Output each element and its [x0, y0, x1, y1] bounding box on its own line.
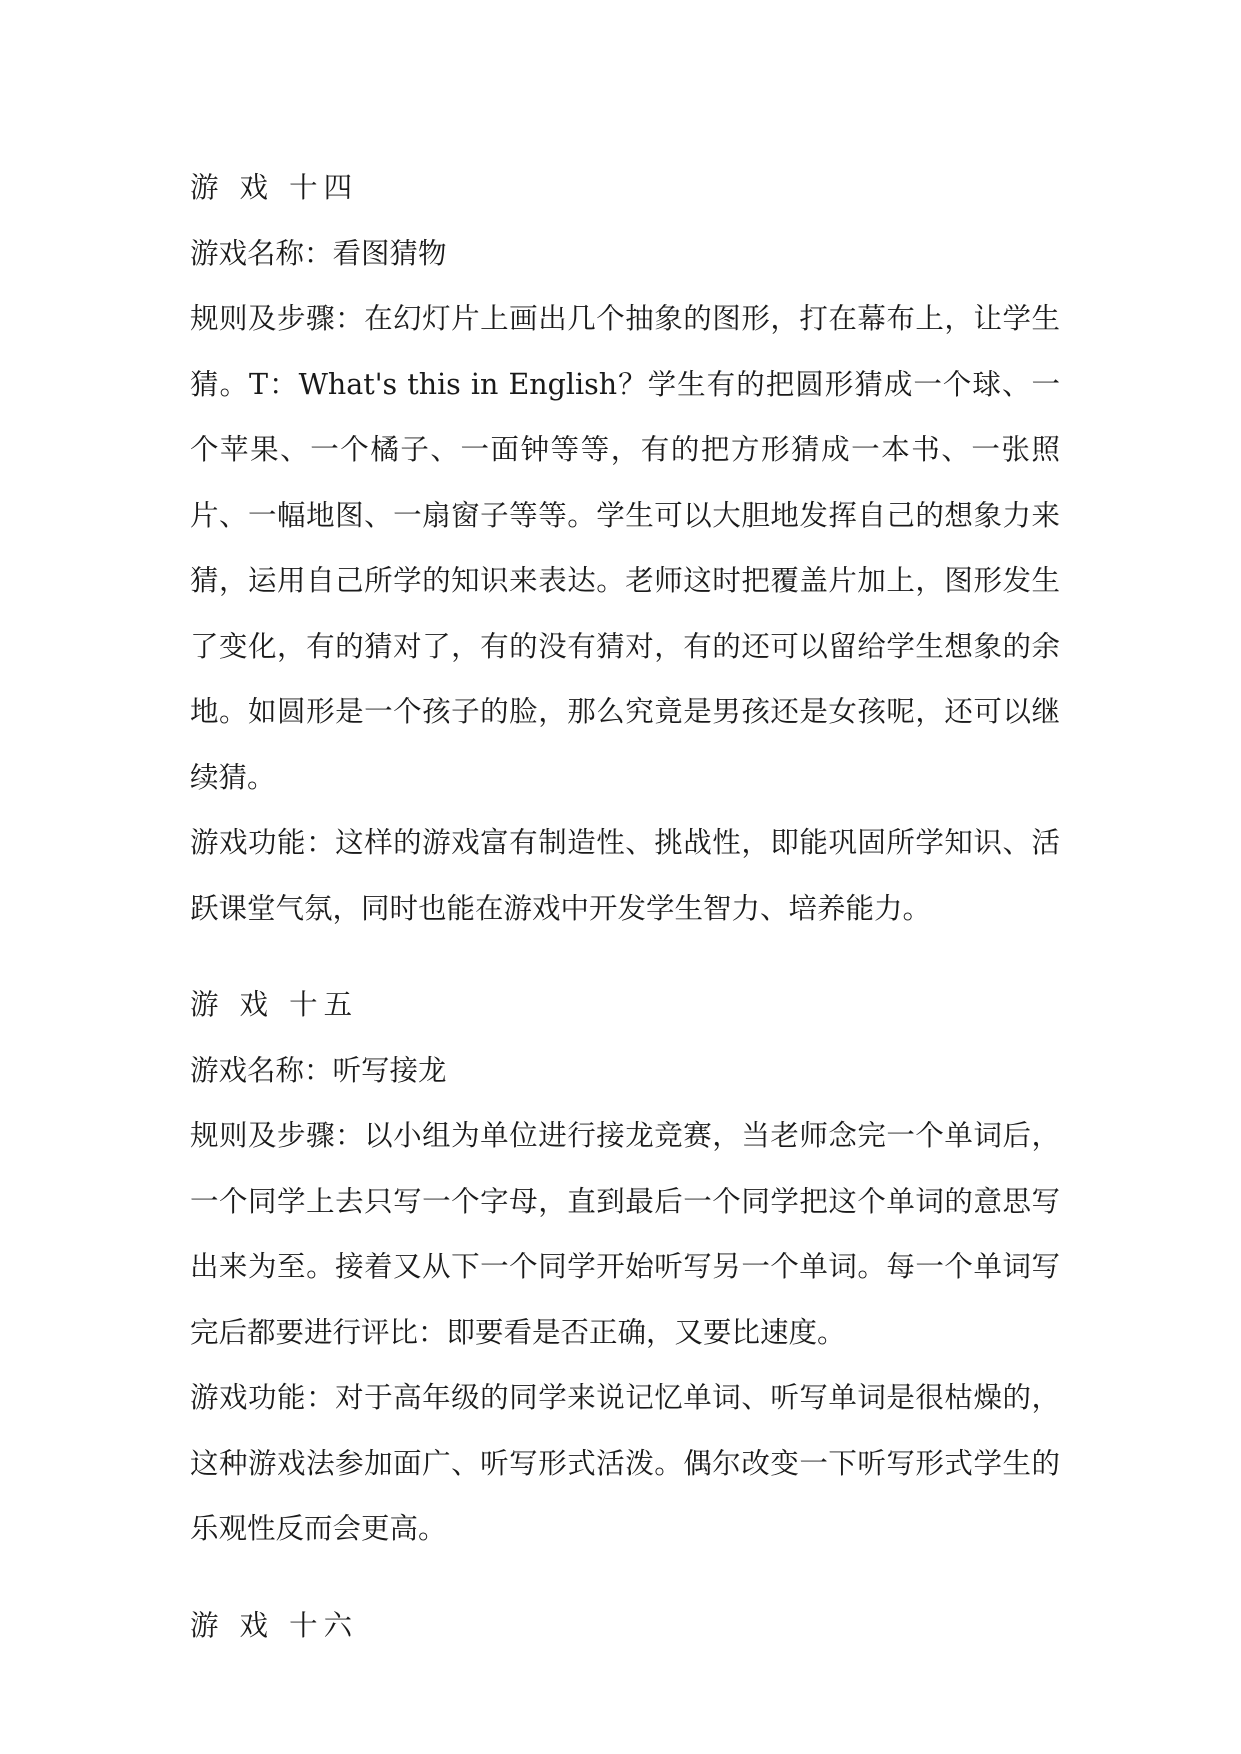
game-name: 游戏名称：看图猜物	[190, 236, 447, 270]
document-page	[190, 155, 1060, 1658]
game-function: 游戏功能：对于高年级的同学来说记忆单词、听写单词是很枯燥的，这种游戏法参加面广、听写形式活泼。偶尔改变一下听写形式学生的乐观性反而会更高。	[190, 1381, 1060, 1545]
game-function: 游戏功能：这样的游戏富有制造性、挑战性，即能巩固所学知识、活跃课堂气氛，同时也能在游戏中开发学生智力、培养能力。	[190, 826, 1060, 925]
section-gap	[190, 941, 1060, 972]
game-rules: 规则及步骤：以小组为单位进行接龙竞赛，当老师念完一个单词后，一个同学上去只写一个字母，直到最后一个同学把这个单词的意思写出来为至。接着又从下一个同学开始听写另一个单词。每一个单词写完后都要进行评比：即要看是否正确，又要比速度。	[190, 1119, 1060, 1349]
section-15	[190, 972, 1060, 1562]
section-heading: 游 戏 十四	[190, 171, 359, 204]
section-heading: 游 戏 十五	[190, 988, 359, 1021]
game-name: 游戏名称：听写接龙	[190, 1053, 447, 1087]
game-rules: 规则及步骤：在幻灯片上画出几个抽象的图形，打在幕布上，让学生猜。T：What's this in English？学生有的把圆形猜成一个球、一个苹果、一个橘子、一面钟等等，有的把方形猜成一本书、一张照片、一幅地图、一扇窗子等等。学生可以大胆地发挥自己的想象力来猜，运用自己所学的知识来表达。老师这时把覆盖片加上，图形发生了变化，有的猜对了，有的没有猜对，有的还可以留给学生想象的余地。如圆形是一个孩子的脸，那么究竟是男孩还是女孩呢，还可以继续猜。	[190, 302, 1060, 794]
section-gap	[190, 1562, 1060, 1593]
section-16	[190, 1593, 1060, 1659]
section-14	[190, 155, 1060, 941]
section-heading: 游 戏 十六	[190, 1608, 359, 1642]
